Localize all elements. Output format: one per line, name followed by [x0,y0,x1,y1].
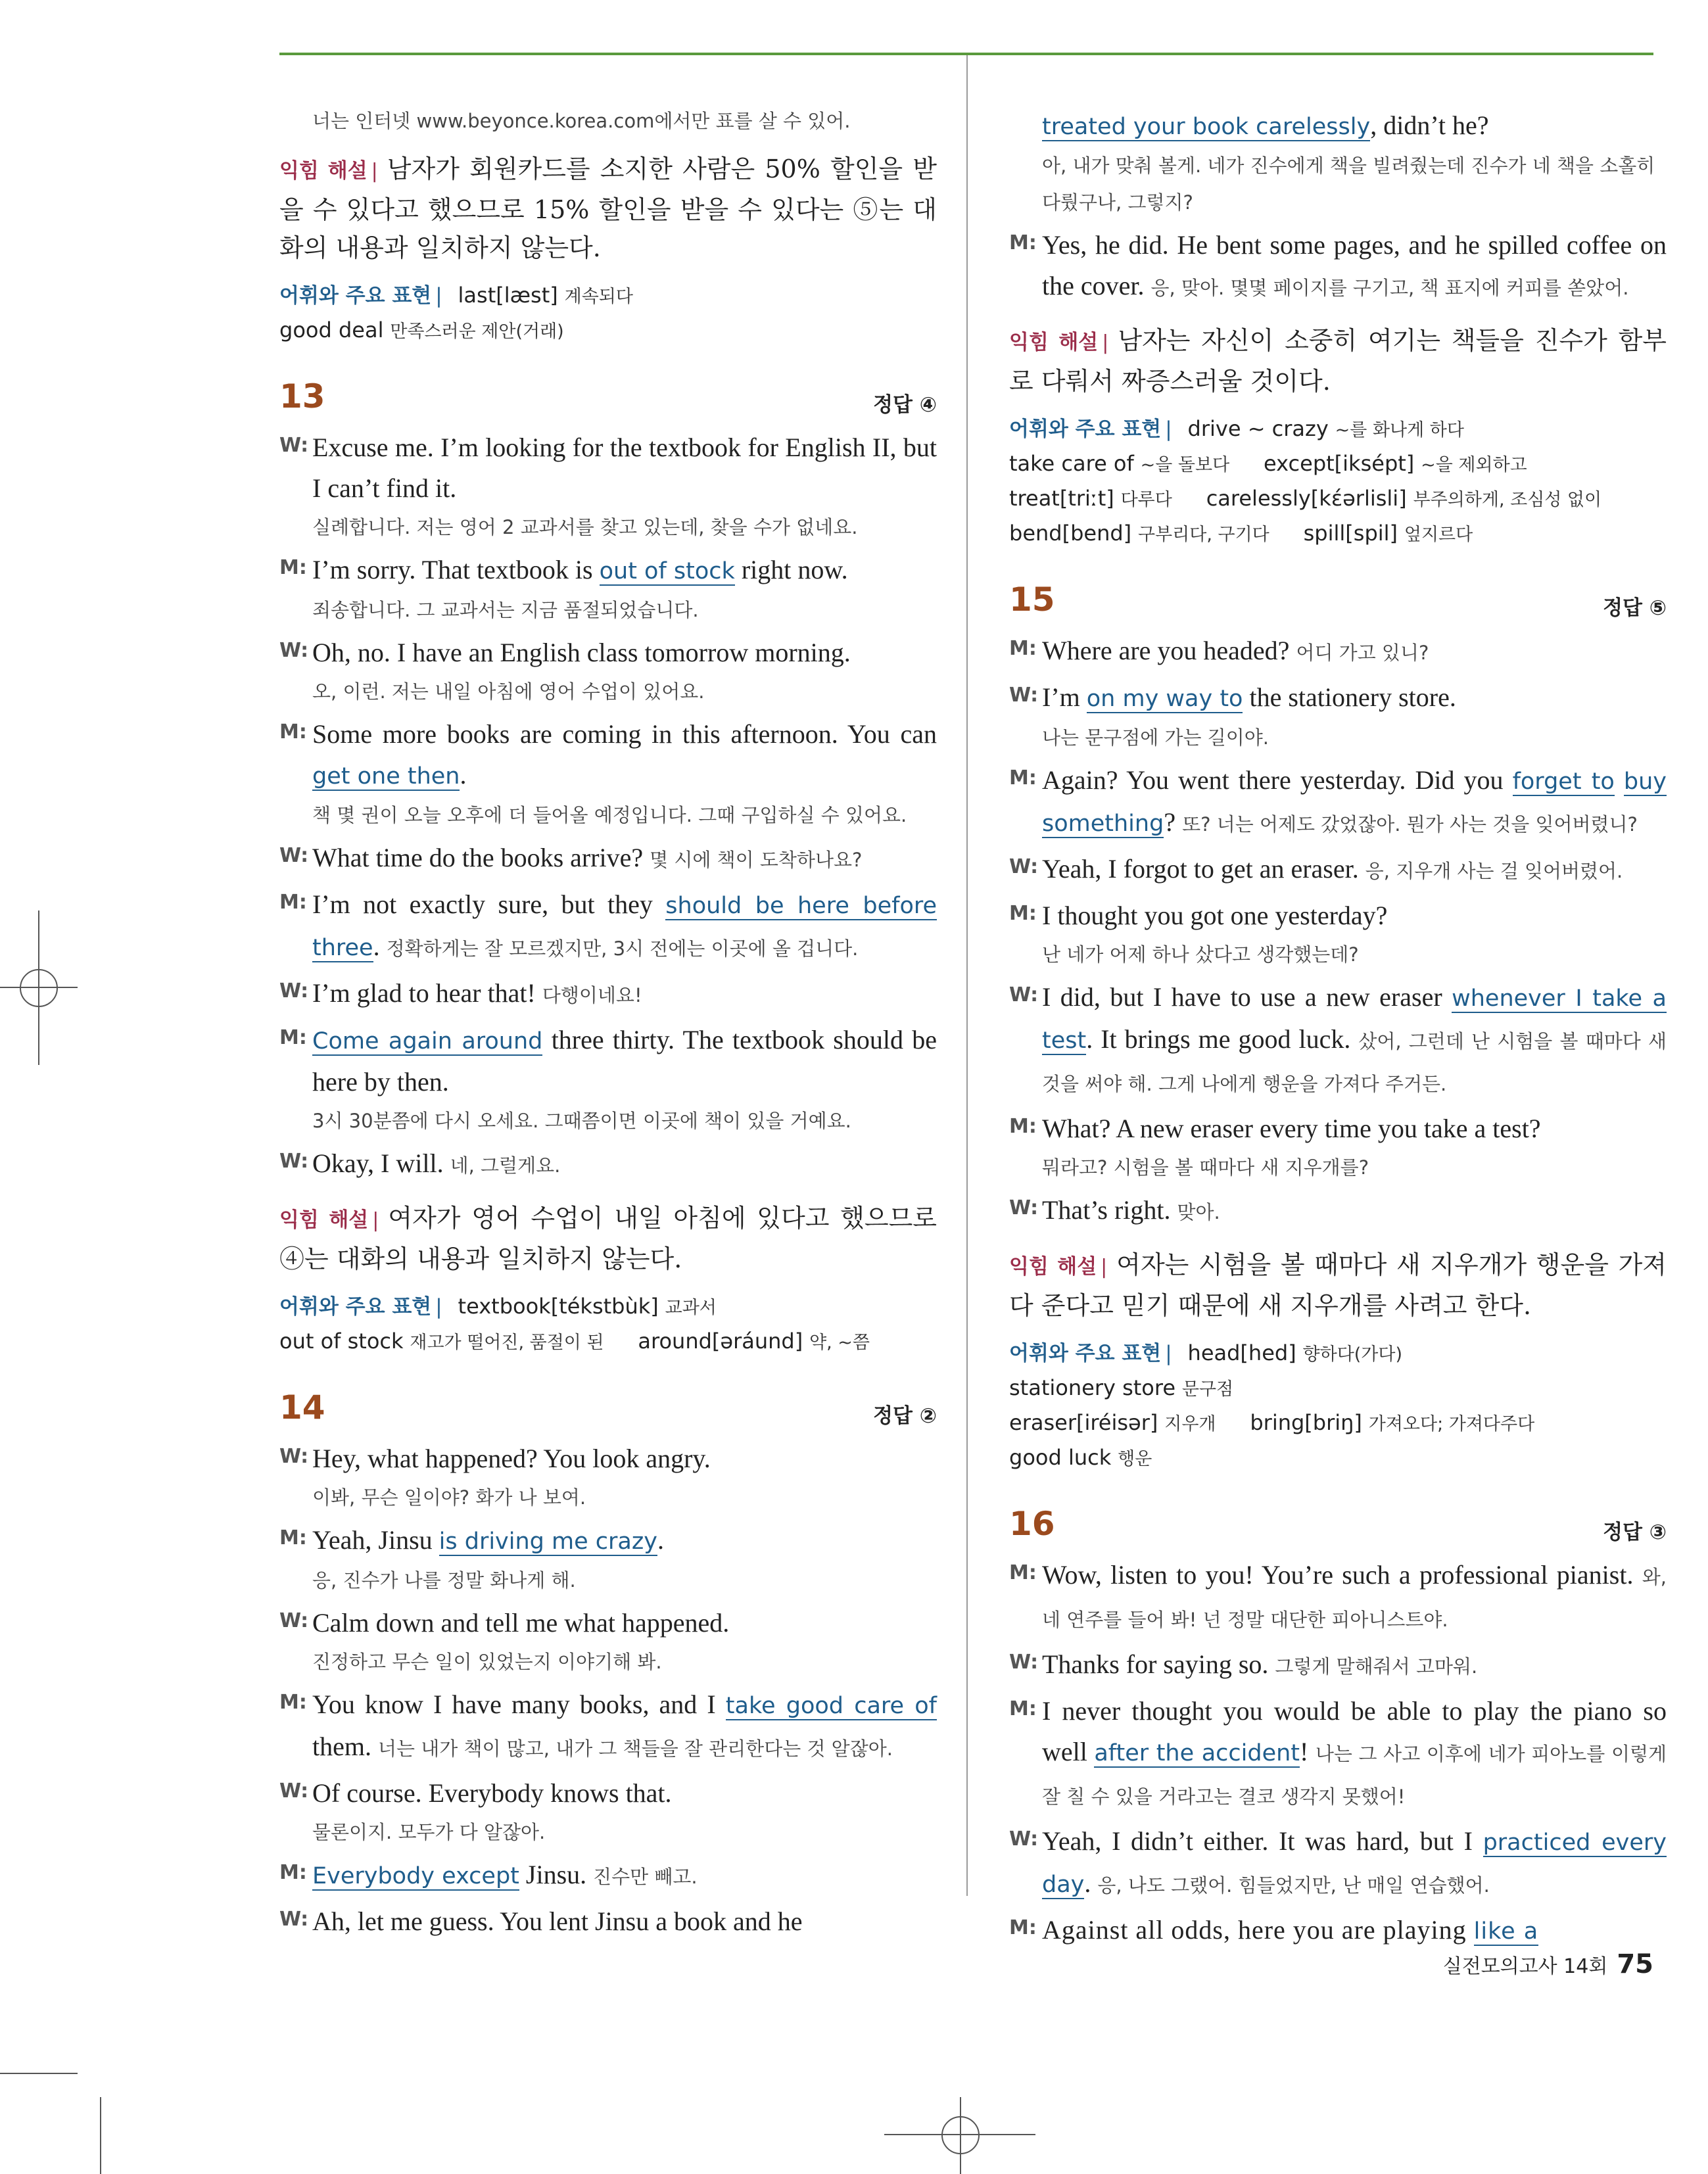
vocab-meaning: ~을 제외하고 [1421,455,1527,475]
answer-key: 정답 ④ [873,393,937,417]
korean-translation: 다행이네요! [542,984,642,1006]
explanation-label: 익힘 해설 [1009,1255,1097,1279]
explanation-label: 익힘 해설 [279,159,368,183]
vocab-term: good deal [279,318,384,343]
english-text: What? A new eraser every time you take a test? [1042,1114,1541,1143]
question-number: 16 [1009,1505,1055,1543]
english-text: Against all odds, here you are playing like a [1042,1915,1539,1945]
speaker-label: M: [279,1861,307,1884]
speaker-label: W: [279,1780,309,1803]
korean-translation: 난 네가 어제 하나 샀다고 생각했는데? [1042,943,1359,966]
english-text: Excuse me. I’m looking for the textbook for English II, but I can’t find it. [312,433,937,503]
dialogue-line [1009,760,1667,845]
korean-translation: 응, 지우개 사는 걸 잊어버렸어. [1365,860,1623,882]
dialogue-line [279,1020,937,1139]
vocab-term: except[iksépt] [1264,451,1415,476]
vocab-term: last[læst] [458,283,558,308]
registration-circle [20,969,58,1007]
speaker-label: W: [279,1150,309,1173]
korean-translation: 이봐, 무슨 일이야? 화가 나 보여. [312,1486,586,1509]
dialogue-continuation [1009,105,1667,221]
korean-translation: 맞아. [1177,1201,1220,1223]
english-text: Hey, what happened? You look angry. [312,1444,711,1473]
korean-translation: 뭐라고? 시험을 볼 때마다 새 지우개를? [1042,1156,1369,1179]
speaker-label: W: [1009,1651,1039,1674]
question-number: 14 [279,1388,325,1427]
english-text: Everybody except Jinsu. 진수만 빼고. [312,1860,698,1889]
dialogue-line [1009,630,1667,673]
dialogue-line [279,1901,937,1942]
korean-translation: 또? 너는 어제도 갔었잖아. 뭔가 사는 것을 잊어버렸니? [1182,813,1638,836]
vocab-meaning: 계속되다 [564,287,633,307]
vocab-meaning: 만족스러운 제안(거래) [390,321,564,342]
korean-translation: 몇 시에 책이 도착하나요? [650,849,863,871]
english-text: Thanks for saying so. 그렇게 말해줘서 고마워. [1042,1649,1478,1679]
q15-vocab: 어휘와 주요 표현 | head[hed] 향하다(가다) stationery store 문구점 eraser[iréisər] 지우개 bring[briŋ] 가져오다; 가져다주다 good luck 행운 [1009,1340,1535,1470]
dialogue-line [279,714,937,834]
page-footer [1443,1949,1653,1979]
vocab-meaning: ~를 화나게 하다 [1335,420,1464,440]
korean-translation: 나는 그 사고 이후에 네가 피아노를 이렇게 잘 칠 수 있을 거라고는 결코 생각지 못했어! [1042,1743,1667,1808]
korean-translation: 응, 진수가 나를 정말 화나게 해. [312,1569,576,1592]
korean-translation: 진정하고 무슨 일이 있었는지 이야기해 봐. [312,1651,662,1673]
dialogue-line [1009,895,1667,973]
vocab-term: textbook[tékstbùk] [458,1294,659,1319]
footer-label: 실전모의고사 14회 [1442,1955,1608,1978]
korean-translation: 그렇게 말해줘서 고마워. [1275,1655,1478,1678]
korean-translation: 너는 내가 책이 많고, 내가 그 책들을 잘 관리한다는 것 알잖아. [377,1737,893,1760]
key-expression: test [1042,1028,1087,1054]
korean-translation: 실례합니다. 저는 영어 2 교과서를 찾고 있는데, 찾을 수가 없네요. [312,516,858,538]
english-text: Again? You went there yesterday. Did you forget to buy something? 또? 너는 어제도 갔었잖아. 뭔가 사는 것을 잊어버렸니? [1042,765,1667,837]
english-text: Ah, let me guess. You lent Jinsu a book and he [312,1906,803,1936]
speaker-label: M: [1009,767,1037,790]
q13-explanation: 익힘 해설 | 여자가 영어 수업이 내일 아침에 있다고 했으므로 ④는 대화의 내용과 일치하지 않는다. [279,1204,937,1273]
vocab-term: head[hed] [1187,1340,1296,1365]
prev-explanation: 익힘 해설 | 남자가 회원카드를 소지한 사람은 50% 할인을 받을 수 있다고 했으므로 15% 할인을 받을 수 있다는 ⑤는 대화의 내용과 일치하지 않는다. [279,154,937,262]
dialogue-line [279,550,937,628]
dialogue-line [1009,1555,1667,1640]
dialogue-line [1009,677,1667,756]
korean-translation: 오, 이런. 저는 내일 아침에 영어 수업이 있어요. [312,680,705,703]
key-expression: like a [1473,1918,1539,1945]
dialogue-line [279,1603,937,1680]
question-16-header [1009,1505,1667,1551]
speaker-label: W: [1009,855,1039,878]
dialogue-line [279,1143,937,1186]
korean-translation: 와, 네 연주를 들어 봐! 넌 정말 대단한 피아니스트야. [1042,1566,1667,1631]
vocab-term: stationery store [1009,1375,1176,1400]
speaker-label: M: [279,891,307,914]
english-text: I never thought you would be able to play the piano so well after the accident! 나는 그 사고 이후에 네가 피아노를 이렇게 잘 칠 수 있을 거라고는 결코 생각지 못했어! [1042,1696,1667,1808]
speaker-label: M: [279,1691,307,1714]
dialogue-line [1009,849,1667,891]
speaker-label: M: [279,721,307,744]
english-text: I’m on my way to the stationery store. [1042,682,1456,712]
speaker-label: W: [279,980,309,1003]
vocab-meaning: 교과서 [665,1298,717,1318]
english-text: I’m glad to hear that! 다행이네요! [312,978,642,1008]
dialogue-line [1009,225,1667,308]
dialogue-line [279,1773,937,1851]
explanation-text: 남자가 회원카드를 소지한 사람은 50% 할인을 받을 수 있다고 했으므로 15% 할인을 받을 수 있다는 ⑤는 대화의 내용과 일치하지 않는다. [279,154,937,262]
key-expression: three [312,935,373,961]
vocab-meaning: 재고가 떨어진, 품절이 된 [410,1333,604,1353]
key-expression: practiced every [1483,1830,1667,1856]
key-expression: buy something [1042,768,1667,837]
speaker-label: M: [279,556,307,579]
english-text: Calm down and tell me what happened. [312,1608,730,1638]
question-14-header [279,1388,937,1434]
english-text: Yes, he did. He bent some pages, and he spilled coffee on the cover. 응, 맞아. 몇몇 페이지를 구기고, 책 표지에 커피를 쏟았어. [1042,230,1667,300]
column-divider [966,55,968,1896]
crop-mark [0,2073,78,2074]
dialogue-line [279,1855,937,1897]
english-text: Yeah, I forgot to get an eraser. 응, 지우개 사는 걸 잊어버렸어. [1042,854,1623,884]
english-text: treated your book carelessly, didn’t he? [1042,110,1489,140]
key-expression: take good care of [725,1693,937,1719]
speaker-label: W: [279,844,309,867]
korean-translation: 죄송합니다. 그 교과서는 지금 품절되었습니다. [312,599,699,621]
vocab-meaning: 엎지르다 [1404,525,1473,545]
vocab-meaning: 향하다(가다) [1302,1344,1403,1365]
explanation-text: 남자는 자신이 소중히 여기는 책들을 진수가 함부로 다뤄서 짜증스러울 것이다. [1009,326,1667,396]
q13-vocab: 어휘와 주요 표현 | textbook[tékstbùk] 교과서 out of stock 재고가 떨어진, 품절이 된 around[əráund] 약, ~쯤 [279,1294,870,1354]
english-text: Oh, no. I have an English class tomorrow morning. [312,638,851,667]
english-text: You know I have many books, and I take good care of them. 너는 내가 책이 많고, 내가 그 책들을 잘 관리한다는 것 알잖아. [312,1690,937,1761]
dialogue-line [279,1438,937,1516]
vocab-meaning: 약, ~쯤 [809,1333,870,1353]
dialogue-line [279,838,937,880]
vocab-term: treat[triːt] [1009,486,1114,511]
key-expression: forget to [1512,768,1615,795]
speaker-label: M: [1009,1115,1037,1138]
answer-key: 정답 ⑤ [1603,596,1667,620]
speaker-label: M: [1009,1916,1037,1939]
vocab-term: drive ~ crazy [1187,416,1329,441]
prev-korean-line: 너는 인터넷 www.beyonce.korea.com에서만 표를 살 수 있어. [312,110,851,132]
english-text: Yeah, Jinsu is driving me crazy. [312,1525,664,1555]
vocab-meaning: ~을 돌보다 [1140,455,1230,475]
korean-translation: 물론이지. 모두가 다 알잖아. [312,1821,546,1843]
right-column [1009,105,1667,1952]
answer-key: 정답 ③ [1603,1521,1667,1544]
dialogue-line [1009,977,1667,1104]
key-expression: whenever I take a [1452,985,1667,1012]
korean-translation: 진수만 빼고. [593,1866,698,1888]
key-expression: treated your book carelessly [1042,114,1371,140]
vocab-term: around[əráund] [638,1329,803,1354]
vocab-meaning: 행운 [1118,1449,1152,1469]
speaker-label: M: [279,1026,307,1049]
explanation-label: 익힘 해설 [1009,331,1099,354]
speaker-label: W: [1009,684,1039,707]
vocab-term: out of stock [279,1329,404,1354]
korean-translation: 응, 맞아. 몇몇 페이지를 구기고, 책 표지에 커피를 쏟았어. [1151,277,1629,299]
question-number: 13 [279,377,325,415]
english-text: What time do the books arrive? 몇 시에 책이 도착하나요? [312,843,863,872]
key-expression: day [1042,1872,1085,1898]
english-text: Come again around three thirty. The textbook should be here by then. [312,1025,937,1097]
dialogue-line [1009,1108,1667,1186]
speaker-label: M: [1009,231,1037,254]
key-expression: on my way to [1086,686,1243,712]
speaker-label: W: [1009,1828,1039,1851]
registration-circle [941,2116,980,2154]
vocab-meaning: 다루다 [1120,490,1172,510]
key-expression: after the accident [1094,1740,1300,1766]
prev-vocab: 어휘와 주요 표현 | last[læst] 계속되다 good deal 만족스러운 제안(거래) [279,283,633,343]
korean-translation: 샀어, 그런데 난 시험을 볼 때마다 새 것을 써야 해. 그게 나에게 행운을 가져다 주거든. [1042,1030,1667,1095]
vocab-term: bend[bend] [1009,521,1132,546]
speaker-label: W: [1009,1196,1039,1219]
english-text: Where are you headed? 어디 가고 있니? [1042,636,1429,665]
question-13-header [279,377,937,423]
dialogue-line [279,1684,937,1769]
q15-explanation: 익힘 해설 | 여자는 시험을 볼 때마다 새 지우개가 행운을 가져다 준다고 믿기 때문에 새 지우개를 사려고 한다. [1009,1250,1667,1320]
vocab-label: 어휘와 주요 표현 [279,284,432,308]
korean-translation: 네, 그럴게요. [450,1154,561,1177]
vocab-label: 어휘와 주요 표현 [1009,1342,1162,1365]
crop-mark [100,2097,101,2174]
key-expression: Everybody except [312,1863,519,1889]
question-number: 15 [1009,580,1055,619]
speaker-label: M: [1009,1561,1037,1584]
speaker-label: W: [279,1609,309,1632]
speaker-label: M: [1009,902,1037,925]
vocab-term: eraser[iréisər] [1009,1410,1158,1435]
speaker-label: M: [1009,1697,1037,1720]
dialogue-line [279,1520,937,1599]
english-text: Wow, listen to you! You’re such a professional pianist. 와, 네 연주를 들어 봐! 넌 정말 대단한 피아니스트야. [1042,1560,1667,1631]
explanation-label: 익힘 해설 [279,1208,369,1232]
dialogue-line [1009,1691,1667,1817]
vocab-meaning: 부주의하게, 조심성 없이 [1413,490,1602,510]
key-expression: out of stock [599,558,735,584]
speaker-label: W: [279,1445,309,1468]
left-column [279,105,937,1942]
dialogue-line [279,632,937,710]
english-text: I did, but I have to use a new eraser whenever I take a test. It brings me good luck. 샀어, 그런데 난 시험을 볼 때마다 새 것을 써야 해. 그게 나에게 행운을 가져다 주거든. [1042,982,1667,1095]
english-text: I’m sorry. That textbook is out of stock right now. [312,555,848,584]
english-text: That’s right. 맞아. [1042,1195,1220,1225]
speaker-label: M: [1009,637,1037,660]
korean-translation: 아, 내가 맞춰 볼게. 네가 진수에게 책을 빌려줬는데 진수가 네 책을 소홀히 다뤘구나, 그렇지? [1042,154,1655,214]
dialogue-line [279,427,937,546]
vocab-term: take care of [1009,451,1134,476]
vocab-meaning: 지우개 [1164,1414,1216,1434]
vocab-term: bring[briŋ] [1250,1410,1362,1435]
korean-translation: 책 몇 권이 오늘 오후에 더 들어올 예정입니다. 그때 구입하실 수 있어요. [312,804,907,826]
dialogue-line [1009,1644,1667,1687]
korean-translation: 정확하게는 잘 모르겠지만, 3시 전에는 이곳에 올 겁니다. [386,937,859,960]
english-text: Okay, I will. 네, 그럴게요. [312,1148,561,1178]
vocab-label: 어휘와 주요 표현 [1009,417,1162,441]
korean-translation: 3시 30분쯤에 다시 오세요. 그때쯤이면 이곳에 책이 있을 거예요. [312,1110,851,1132]
vocab-term: spill[spil] [1303,521,1398,546]
english-text: Of course. Everybody knows that. [312,1778,672,1808]
english-text: Yeah, I didn’t either. It was hard, but I practiced every day. 응, 나도 그랬어. 힘들었지만, 난 매일 연습했어. [1042,1826,1667,1898]
speaker-label: W: [279,1908,309,1931]
speaker-label: W: [279,639,309,662]
korean-translation: 어디 가고 있니? [1296,642,1429,664]
vocab-meaning: 구부리다, 구기다 [1138,525,1269,545]
dialogue-line [279,884,937,969]
english-text: I’m not exactly sure, but they should be here before three. 정확하게는 잘 모르겠지만, 3시 전에는 이곳에 올 겁니다. [312,889,937,961]
key-expression: get one then [312,763,460,790]
speaker-label: M: [279,1526,307,1549]
dialogue-line [1009,1910,1667,1952]
english-text: I thought you got one yesterday? [1042,901,1388,930]
explanation-text: 여자가 영어 수업이 내일 아침에 있다고 했으므로 ④는 대화의 내용과 일치하지 않는다. [279,1204,937,1273]
speaker-label: W: [1009,983,1039,1006]
explanation-text: 여자는 시험을 볼 때마다 새 지우개가 행운을 가져다 준다고 믿기 때문에 새 지우개를 사려고 한다. [1009,1250,1667,1320]
vocab-term: good luck [1009,1445,1112,1470]
dialogue-line [1009,1821,1667,1906]
question-15-header [1009,580,1667,626]
vocab-label: 어휘와 주요 표현 [279,1295,432,1319]
key-expression: should be here before [665,893,937,919]
key-expression: is driving me crazy [439,1528,657,1555]
page-number: 75 [1617,1949,1653,1979]
korean-translation: 나는 문구점에 가는 길이야. [1042,726,1269,749]
vocab-meaning: 가져오다; 가져다주다 [1368,1414,1535,1434]
answer-key: 정답 ② [873,1404,937,1428]
dialogue-line [1009,1190,1667,1233]
q14-vocab: 어휘와 주요 표현 | drive ~ crazy ~를 화나게 하다 take care of ~을 돌보다 except[iksépt] ~을 제외하고 treat[triːt] 다루다 carelessly[kɛ́ərlisli] 부주의하게, 조심성 없이 bend[bend] 구부리다, 구기다 spill[spil] 엎지르다 [1009,416,1602,546]
vocab-meaning: 문구점 [1181,1379,1234,1400]
dialogue-line [279,973,937,1016]
vocab-term: carelessly[kɛ́ərlisli] [1206,486,1407,511]
key-expression: Come again around [312,1028,543,1054]
speaker-label: W: [279,434,309,457]
q14-explanation: 익힘 해설 | 남자는 자신이 소중히 여기는 책들을 진수가 함부로 다뤄서 짜증스러울 것이다. [1009,326,1667,396]
korean-translation: 응, 나도 그랬어. 힘들었지만, 난 매일 연습했어. [1097,1874,1490,1897]
english-text: Some more books are coming in this afternoon. You can get one then. [312,719,937,790]
